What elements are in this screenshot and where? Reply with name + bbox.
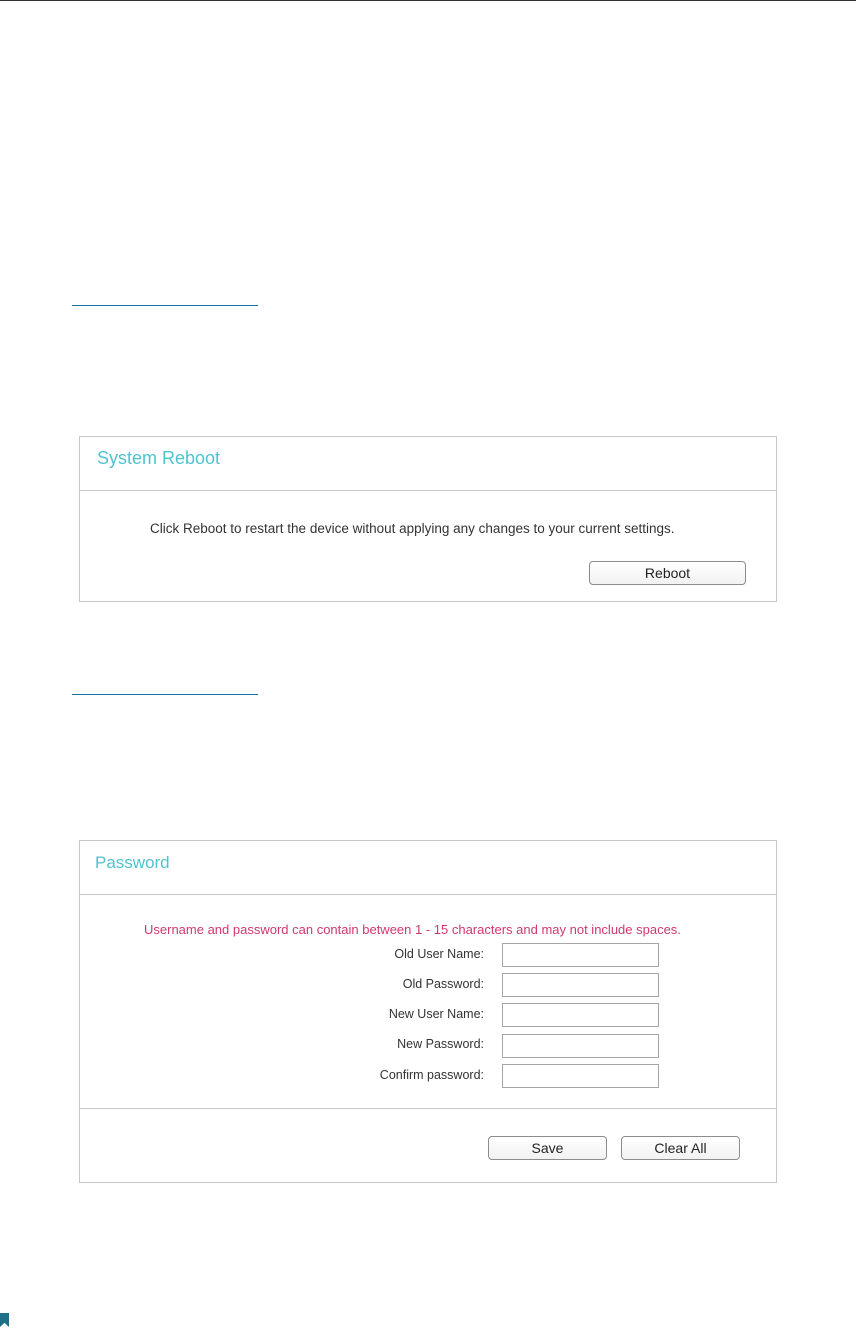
reboot-description: Click Reboot to restart the device without applying any changes to your current settings. <box>150 521 675 536</box>
password-rules-warning: Username and password can contain between 1 - 15 characters and may not include spaces. <box>144 922 681 937</box>
clear-all-button[interactable]: Clear All <box>621 1136 740 1160</box>
old-user-name-input[interactable] <box>502 943 659 967</box>
system-reboot-panel <box>79 436 777 602</box>
new-user-name-label: New User Name: <box>388 1007 484 1021</box>
page-top-rule <box>0 0 856 1</box>
confirm-password-label: Confirm password: <box>379 1068 484 1082</box>
system-reboot-title: System Reboot <box>97 448 221 468</box>
system-reboot-header <box>80 437 776 491</box>
section-divider-reboot <box>72 305 258 306</box>
old-password-label: Old Password: <box>402 977 484 991</box>
save-button[interactable]: Save <box>488 1136 607 1160</box>
password-title: Password <box>95 853 170 872</box>
password-panel <box>79 840 777 1183</box>
new-password-label: New Password: <box>397 1037 484 1051</box>
section-divider-password <box>72 694 258 695</box>
password-footer-divider <box>80 1108 776 1109</box>
confirm-password-input[interactable] <box>502 1064 659 1088</box>
password-header <box>80 841 776 895</box>
bookmark-icon <box>0 1313 9 1327</box>
reboot-button[interactable]: Reboot <box>589 561 746 585</box>
new-user-name-input[interactable] <box>502 1003 659 1027</box>
new-password-input[interactable] <box>502 1034 659 1058</box>
old-user-name-label: Old User Name: <box>394 947 484 961</box>
old-password-input[interactable] <box>502 973 659 997</box>
